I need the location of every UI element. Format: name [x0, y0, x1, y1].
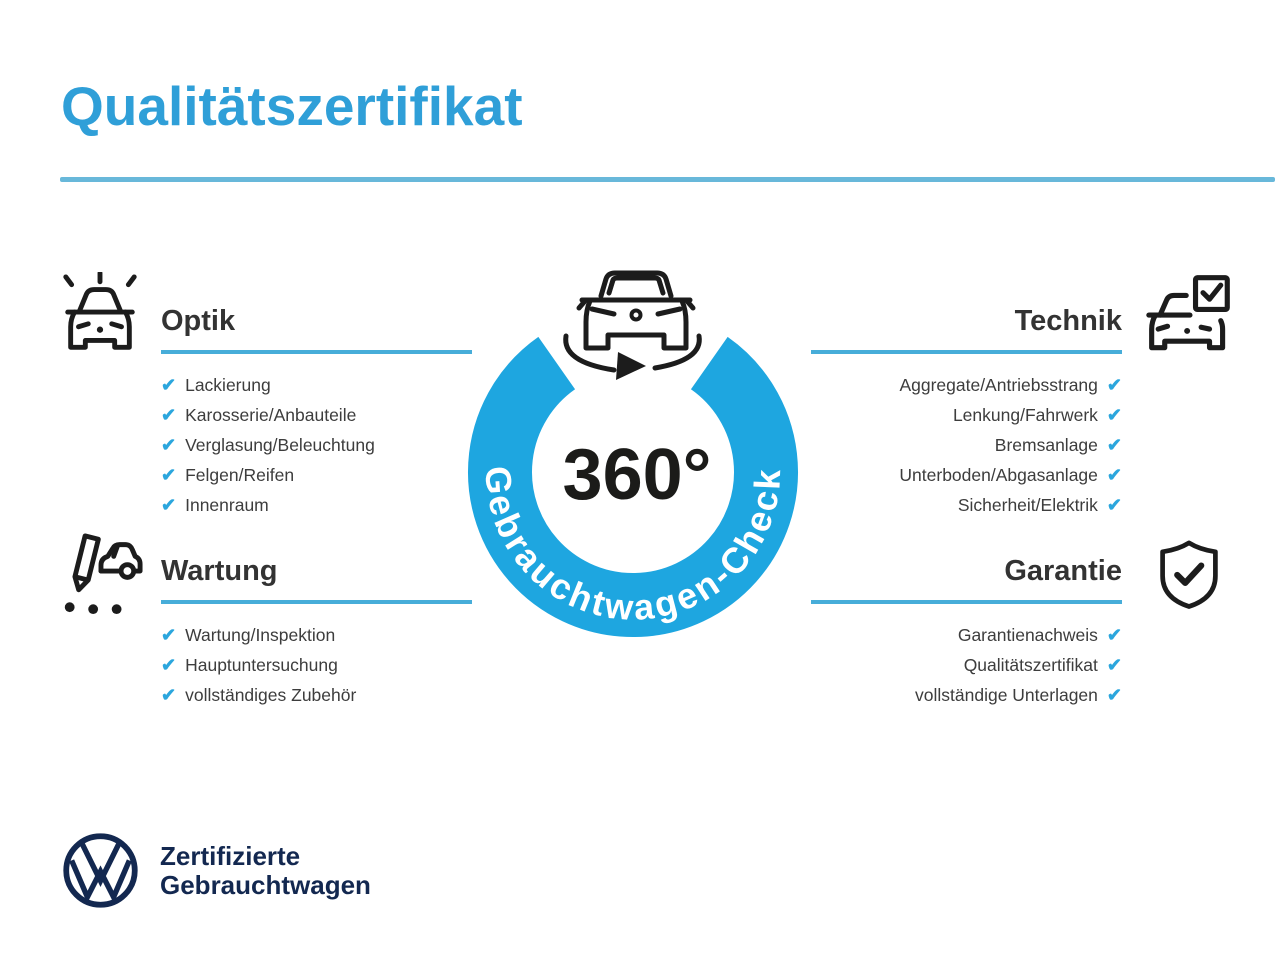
brand-line1: Zertifizierte — [160, 841, 301, 871]
check-icon: ✔ — [1106, 375, 1122, 395]
section-heading-technik: Technik — [811, 304, 1122, 354]
checklist-label: Aggregate/Antriebsstrang — [899, 374, 1098, 395]
shield-check-icon — [1156, 538, 1222, 610]
title-divider — [60, 177, 1275, 182]
check-icon: ✔ — [1106, 655, 1122, 675]
checklist-label: Bremsanlage — [994, 434, 1098, 455]
checklist-label: Karosserie/Anbauteile — [185, 404, 357, 425]
checklist-label: vollständige Unterlagen — [915, 684, 1098, 705]
ring-label: Gebrauchtwagen-Check — [477, 464, 789, 629]
section-heading-wartung: Wartung — [161, 554, 472, 604]
degrees-label: 360° — [562, 435, 712, 515]
check-icon: ✔ — [161, 405, 177, 425]
check-icon: ✔ — [161, 435, 177, 455]
brand-line2: Gebrauchtwagen — [160, 870, 371, 900]
checklist-item — [161, 680, 472, 710]
car-checkbox-icon — [1146, 274, 1232, 358]
checklist-item — [811, 680, 1122, 710]
check-icon: ✔ — [1106, 495, 1122, 515]
vw-logo — [62, 832, 139, 909]
checklist-label: Unterboden/Abgasanlage — [899, 464, 1098, 485]
brand-text — [160, 842, 371, 900]
section-heading-garantie: Garantie — [811, 554, 1122, 604]
center-360-badge — [420, 240, 860, 665]
checklist-label: Sicherheit/Elektrik — [957, 494, 1098, 515]
check-icon: ✔ — [161, 375, 177, 395]
section-heading-optik: Optik — [161, 304, 472, 354]
check-icon: ✔ — [161, 625, 177, 645]
car-rotation-icon — [566, 273, 700, 380]
checklist-label: vollständiges Zubehör — [185, 684, 357, 705]
car-front-shine-icon — [55, 272, 145, 360]
pencil-car-icon — [56, 528, 144, 616]
check-icon: ✔ — [161, 685, 177, 705]
check-icon: ✔ — [1106, 685, 1122, 705]
checklist-label: Felgen/Reifen — [185, 464, 295, 485]
checklist-label: Verglasung/Beleuchtung — [185, 434, 375, 455]
check-icon: ✔ — [1106, 465, 1122, 485]
check-icon: ✔ — [1106, 435, 1122, 455]
checklist-label: Garantienachweis — [957, 624, 1098, 645]
check-icon: ✔ — [1106, 625, 1122, 645]
checklist-label: Lenkung/Fahrwerk — [952, 404, 1098, 425]
check-icon: ✔ — [161, 495, 177, 515]
checklist-label: Lackierung — [185, 374, 271, 395]
checklist-label: Wartung/Inspektion — [185, 624, 336, 645]
checklist-label: Qualitätszertifikat — [963, 654, 1098, 675]
page-title: Qualitätszertifikat — [61, 75, 523, 137]
checklist-label: Innenraum — [185, 494, 269, 515]
check-icon: ✔ — [161, 655, 177, 675]
checklist-label: Hauptuntersuchung — [185, 654, 338, 675]
check-icon: ✔ — [1106, 405, 1122, 425]
check-icon: ✔ — [161, 465, 177, 485]
